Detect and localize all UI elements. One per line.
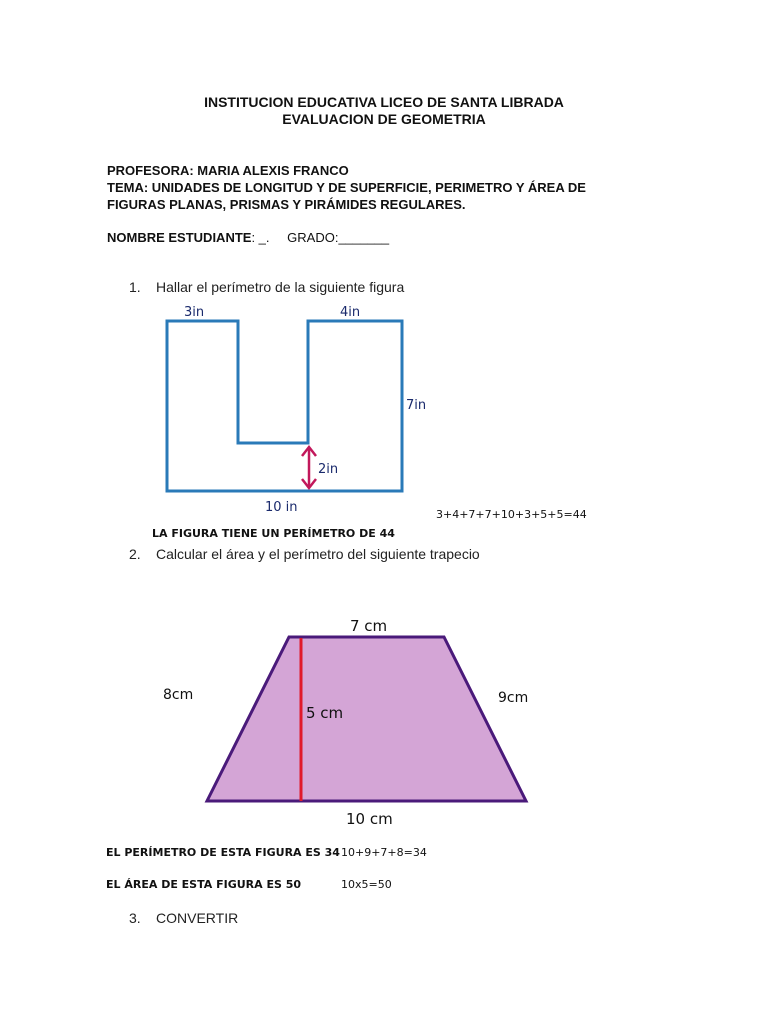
question-3-text: CONVERTIR xyxy=(156,910,239,926)
label-4in: 4in xyxy=(340,305,361,320)
exam-title: EVALUACION DE GEOMETRIA xyxy=(282,111,486,127)
q1-calculation: 3+4+7+7+10+3+5+5=44 xyxy=(436,508,587,521)
label-left-8cm: 8cm xyxy=(163,687,194,703)
topic-line-2: FIGURAS PLANAS, PRISMAS Y PIRÁMIDES REGULARES. xyxy=(107,197,466,212)
label-height-5cm: 5 cm xyxy=(306,704,344,722)
u-shape-outline xyxy=(167,321,402,491)
teacher-line: PROFESORA: MARIA ALEXIS FRANCO xyxy=(107,163,349,178)
question-3 xyxy=(129,910,238,926)
label-bottom-10cm: 10 cm xyxy=(346,810,393,828)
label-top-7cm: 7 cm xyxy=(350,617,388,635)
question-1-number: 1. xyxy=(129,279,141,295)
question-1-text: Hallar el perímetro de la siguiente figura xyxy=(156,279,405,295)
trapezoid-shape xyxy=(207,637,529,801)
question-2-text: Calcular el área y el perímetro del siguiente trapecio xyxy=(156,546,480,562)
institution-title: INSTITUCION EDUCATIVA LICEO DE SANTA LIBRADA xyxy=(204,94,564,110)
q2-area-calculation: 10x5=50 xyxy=(341,878,392,891)
trapezoid-figure xyxy=(150,605,550,835)
student-line xyxy=(107,230,389,245)
q2-perimeter-answer: EL PERÍMETRO DE ESTA FIGURA ES 34 xyxy=(106,846,340,859)
student-label: NOMBRE ESTUDIANTE xyxy=(107,230,252,245)
label-10in: 10 in xyxy=(265,500,298,515)
topic-line-1: TEMA: UNIDADES DE LONGITUD Y DE SUPERFICIE, PERIMETRO Y ÁREA DE xyxy=(107,180,586,195)
q1-answer: LA FIGURA TIENE UN PERÍMETRO DE 44 xyxy=(152,527,395,540)
label-3in: 3in xyxy=(184,305,205,320)
u-shape-figure xyxy=(150,300,440,515)
label-7in: 7in xyxy=(406,398,427,413)
q2-perimeter-calculation: 10+9+7+8=34 xyxy=(341,846,427,859)
q2-area-answer: EL ÁREA DE ESTA FIGURA ES 50 xyxy=(106,878,302,891)
label-right-9cm: 9cm xyxy=(498,690,529,706)
label-2in: 2in xyxy=(318,462,339,477)
student-value: : _. xyxy=(251,230,270,245)
question-2 xyxy=(129,546,480,562)
question-1 xyxy=(129,279,404,295)
question-3-number: 3. xyxy=(129,910,141,926)
question-2-number: 2. xyxy=(129,546,141,562)
grade-label: GRADO:_______ xyxy=(287,230,390,245)
